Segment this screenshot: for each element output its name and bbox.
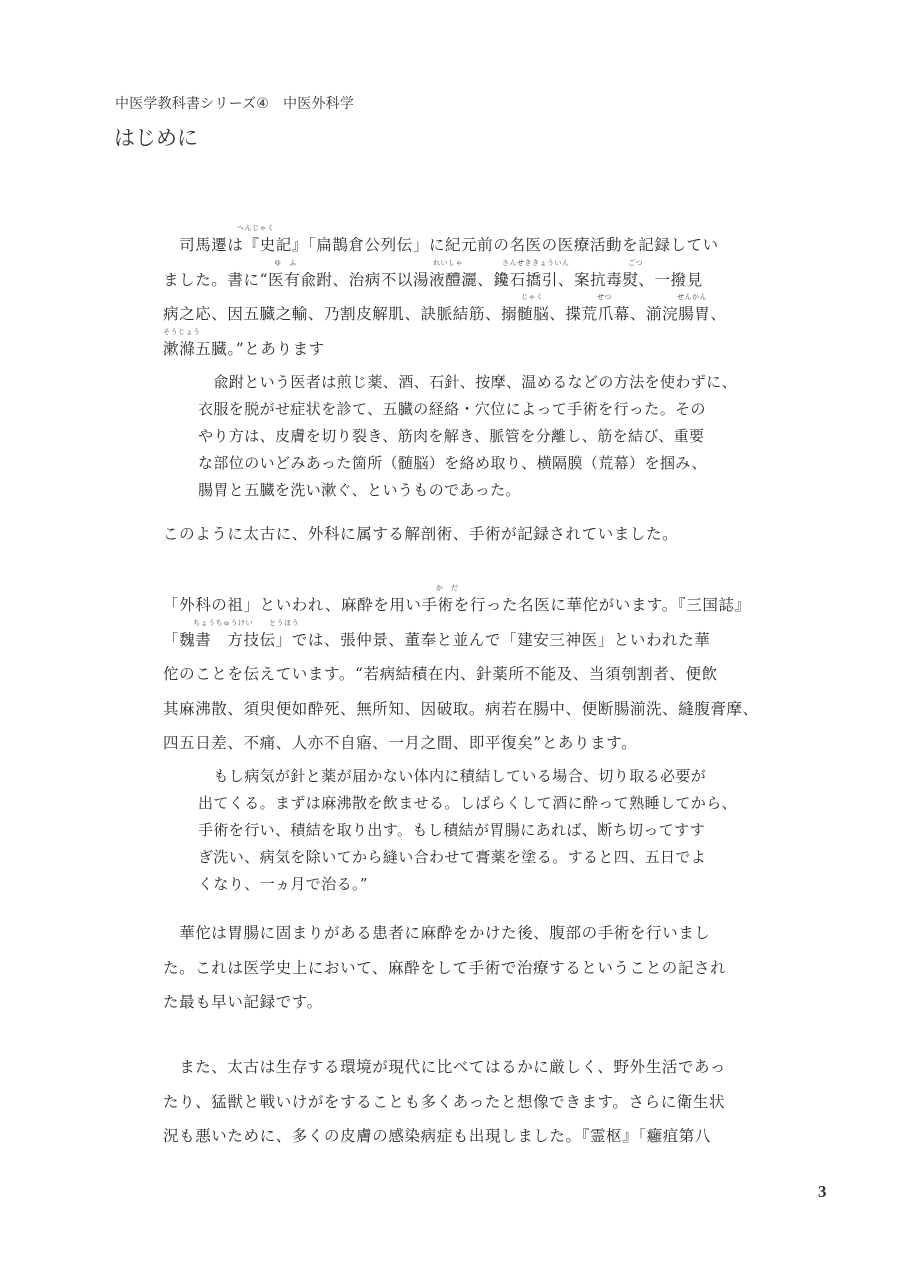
quote-line: 手術を行い、積結を取り出す。もし積結が胃腸にあれば、断ち切ってすす <box>198 821 706 839</box>
text-line: このように太古に、外科に属する解剖術、手術が記録されていました。 <box>163 525 679 543</box>
ruby-annotation: とうほう <box>269 618 299 627</box>
line-text: 病之応、因五臓之輸、乃割皮解肌、訣脈結筋、搦髄脳、揲荒爪幕、湔浣腸胃、 <box>163 305 727 323</box>
page-number: 3 <box>818 1182 827 1201</box>
quote-line: やり方は、皮膚を切り裂き、筋肉を解き、脈管を分離し、筋を結び、重要 <box>198 427 705 445</box>
text-line: 況も悪いために、多くの皮膚の感染病症も出現しました。『霊枢』「癰疽第八 <box>163 1127 712 1145</box>
text-line <box>163 293 763 332</box>
book-title: 中医外科学 <box>283 96 355 112</box>
ruby-annotation: じゃく <box>521 293 544 301</box>
quote-line: くなり、一ヵ月で治る。” <box>198 875 368 893</box>
ruby-annotation: せつ <box>597 293 612 301</box>
section-title: はじめに <box>114 126 198 150</box>
paragraph-5 <box>163 1050 763 1154</box>
quote-line: もし病気が針と薬が届かない体内に積結している場合、切り取る必要が <box>198 767 707 785</box>
text-line <box>163 327 763 367</box>
text-line <box>163 618 763 658</box>
text-line: 佗のことを伝えています。“若病結積在内、針薬所不能及、当須刳割者、便飲 <box>163 665 718 683</box>
text-line <box>163 584 763 623</box>
line-text: ました。書に“医有兪跗、治病不以湯液醴灑、鑱石撟引、案抗毒熨、一撥見 <box>163 270 703 289</box>
quote-line: 兪跗という医者は煎じ薬、酒、石針、按摩、温めるなどの方法を使わずに、 <box>198 373 738 391</box>
ruby-annotation: そうじょう <box>163 327 201 336</box>
ruby-annotation: さんせききょういん <box>502 258 570 267</box>
ruby-annotation: れいしゃ <box>433 258 463 267</box>
series-header <box>115 93 354 113</box>
text-line: 四五日差、不痛、人亦不自寤、一月之間、即平復矣”とあります。 <box>163 734 638 752</box>
ruby-annotation: ちょうちゅうけい <box>193 618 253 627</box>
quote-line: な部位のいどみあった箇所（髄脳）を絡め取り、横隔膜（荒幕）を掴み、 <box>198 454 707 472</box>
quote-line: 出てくる。まずは麻沸散を飲ませる。しばらくして酒に酔って熟睡してから、 <box>198 794 738 812</box>
paragraph-2 <box>163 517 763 552</box>
paragraph-3 <box>163 584 763 761</box>
ruby-annotation: ゆ ふ <box>274 258 297 267</box>
quote-block-2 <box>198 763 738 898</box>
ruby-annotation: か だ <box>436 584 459 592</box>
paragraph-1 <box>163 224 763 366</box>
text-line <box>163 258 763 298</box>
series-name: 中医学教科書シリーズ④ <box>115 96 270 112</box>
text-line: た最も早い記録です。 <box>163 993 323 1011</box>
text-line: 華佗は胃腸に固まりがある患者に麻酔をかけた後、腹部の手術を行いまし <box>163 924 711 942</box>
text-line: た。これは医学史上において、麻酔をして手術で治療するということの記され <box>163 958 727 977</box>
quote-line: 衣服を脱がせ症状を診て、五臓の経絡・穴位によって手術を行った。その <box>198 400 706 418</box>
quote-line: ぎ洗い、病気を除いてから縫い合わせて膏薬を塗る。すると四、五日でよ <box>198 848 707 866</box>
line-text: 「魏書 方技伝」では、張仲景、董奉と並んで「建安三神医」といわれた華 <box>163 630 711 649</box>
line-text: 「外科の祖」といわれ、麻酔を用い手術を行った名医に華佗がいます。『三国誌』 <box>163 596 751 614</box>
text-line <box>163 224 763 263</box>
ruby-annotation: ごつ <box>628 258 643 267</box>
text-line: また、太古は生存する環境が現代に比べてはるかに厳しく、野外生活であっ <box>163 1058 727 1076</box>
ruby-annotation: せんかん <box>677 293 707 301</box>
quote-line: 腸胃と五臓を洗い漱ぐ、というものであった。 <box>198 481 521 499</box>
quote-block-1 <box>198 369 738 504</box>
ruby-annotation: へんじゃく <box>237 224 275 232</box>
line-text: 漱滌五臓。”とあります <box>163 339 325 358</box>
text-line: 其麻沸散、須臾便如酔死、無所知、因破取。病若在腸中、便断腸湔洗、縫腹膏摩、 <box>163 699 759 718</box>
paragraph-4 <box>163 916 763 1020</box>
line-text: 司馬遷は『史記』「扁鵲倉公列伝」に紀元前の名医の医療活動を記録してい <box>163 236 719 254</box>
text-line: たり、猛獣と戦いけがをすることも多くあったと想像できます。さらに衛生状 <box>163 1092 726 1111</box>
